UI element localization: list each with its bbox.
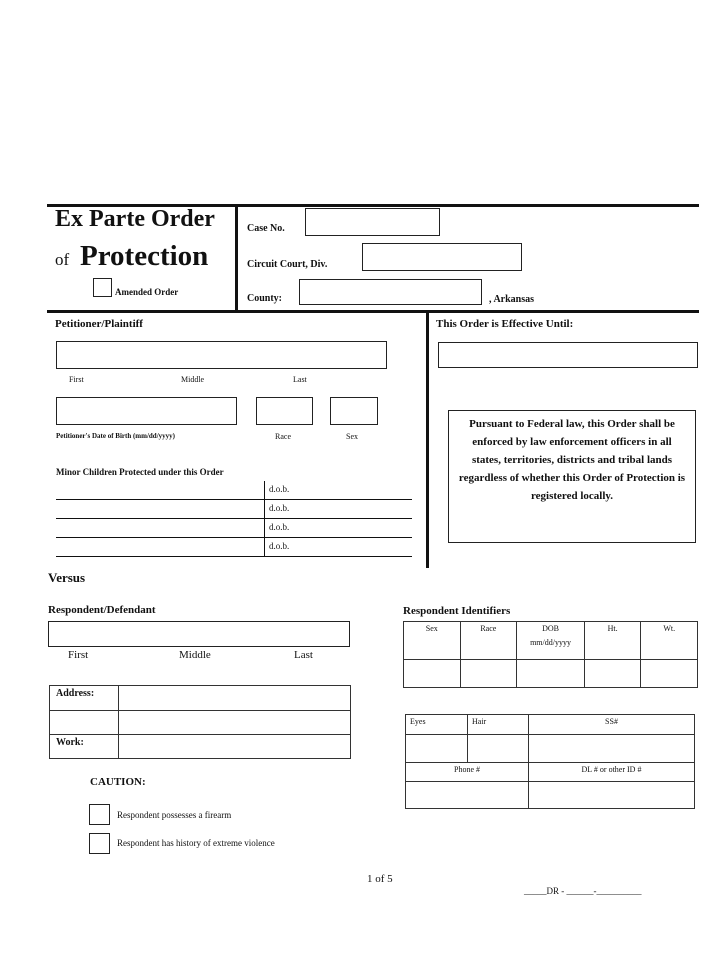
ss-header: SS# xyxy=(529,715,695,735)
circuit-court-field[interactable] xyxy=(362,243,522,271)
petitioner-middle-label: Middle xyxy=(181,375,205,384)
case-no-field[interactable] xyxy=(305,208,440,236)
effective-until-field[interactable] xyxy=(438,342,698,368)
petitioner-race-label: Race xyxy=(275,432,291,441)
case-no-label: Case No. xyxy=(247,223,285,234)
violence-checkbox[interactable] xyxy=(89,833,110,854)
amended-order-checkbox[interactable] xyxy=(93,278,112,297)
race-field[interactable] xyxy=(460,660,517,688)
minor-dob-label: d.o.b. xyxy=(269,522,290,532)
circuit-court-label: Circuit Court, Div. xyxy=(247,259,328,270)
column-divider xyxy=(426,313,429,568)
address-label: Address: xyxy=(50,686,119,711)
hair-field[interactable] xyxy=(468,735,529,763)
county-field[interactable] xyxy=(299,279,482,305)
eyes-header: Eyes xyxy=(406,715,468,735)
work-label: Work: xyxy=(50,735,119,759)
sex-field[interactable] xyxy=(404,660,461,688)
minor-dob-label: d.o.b. xyxy=(269,541,290,551)
petitioner-first-label: First xyxy=(69,375,84,384)
ss-field[interactable] xyxy=(529,735,695,763)
minor-row-line xyxy=(56,537,412,538)
dob-header-label: DOB xyxy=(542,624,559,633)
firearm-checkbox[interactable] xyxy=(89,804,110,825)
petitioner-dob-field[interactable] xyxy=(56,397,237,425)
respondent-middle-label: Middle xyxy=(179,649,211,661)
dl-header: DL # or other ID # xyxy=(529,763,695,782)
form-title-line2: Protection xyxy=(80,240,209,272)
ht-header: Ht. xyxy=(584,622,641,660)
ht-field[interactable] xyxy=(584,660,641,688)
address-field-2[interactable] xyxy=(119,711,351,735)
respondent-address-table xyxy=(49,685,351,759)
minor-row-line xyxy=(56,518,412,519)
minor-row-line xyxy=(56,499,412,500)
dob-format-label: mm/dd/yyyy xyxy=(530,638,571,647)
docket-number: _____DR - ______-__________ xyxy=(524,886,642,896)
header-bottom-rule xyxy=(47,310,699,313)
dl-field[interactable] xyxy=(529,782,695,809)
firearm-label: Respondent possesses a firearm xyxy=(117,810,232,820)
violence-label: Respondent has history of extreme violence xyxy=(117,838,275,848)
county-label: County: xyxy=(247,293,283,304)
respondent-name-field[interactable] xyxy=(48,621,350,647)
amended-order-label: Amended Order xyxy=(115,287,179,297)
petitioner-last-label: Last xyxy=(293,375,307,384)
petitioner-race-field[interactable] xyxy=(256,397,313,425)
petitioner-heading: Petitioner/Plaintiff xyxy=(55,318,143,330)
header-divider xyxy=(235,204,238,311)
minor-row-line xyxy=(56,556,412,557)
identifiers-table-2 xyxy=(405,714,695,809)
address-cell xyxy=(50,711,119,735)
minor-dob-label: d.o.b. xyxy=(269,484,290,494)
petitioner-sex-field[interactable] xyxy=(330,397,378,425)
versus-label: Versus xyxy=(48,570,86,585)
identifiers-heading: Respondent Identifiers xyxy=(403,605,511,617)
hair-header: Hair xyxy=(468,715,529,735)
phone-field[interactable] xyxy=(406,782,529,809)
dob-header xyxy=(517,622,585,660)
effective-heading: This Order is Effective Until: xyxy=(436,318,574,330)
respondent-heading: Respondent/Defendant xyxy=(48,604,156,616)
petitioner-dob-label: Petitioner's Date of Birth (mm/dd/yyyy) xyxy=(56,432,175,440)
form-title-line1: Ex Parte Order xyxy=(55,206,215,232)
page-number: 1 of 5 xyxy=(367,873,393,885)
respondent-first-label: First xyxy=(68,649,89,661)
petitioner-name-field[interactable] xyxy=(56,341,387,369)
address-field[interactable] xyxy=(119,686,351,711)
federal-law-notice: Pursuant to Federal law, this Order shall be enforced by law enforcement officers in all states, territories, districts and tribal lands regardless of whether this Order of Protection is registered locally. xyxy=(448,410,696,543)
identifiers-table-1 xyxy=(403,621,698,688)
eyes-field[interactable] xyxy=(406,735,468,763)
wt-field[interactable] xyxy=(641,660,698,688)
race-header: Race xyxy=(460,622,517,660)
phone-header: Phone # xyxy=(406,763,529,782)
minor-col-line xyxy=(264,481,265,556)
work-field[interactable] xyxy=(119,735,351,759)
arkansas-label: , Arkansas xyxy=(489,294,535,305)
dob-field[interactable] xyxy=(517,660,585,688)
caution-label: CAUTION: xyxy=(90,776,146,788)
respondent-last-label: Last xyxy=(294,649,313,661)
petitioner-sex-label: Sex xyxy=(346,432,358,441)
minor-dob-label: d.o.b. xyxy=(269,503,290,513)
form-title-of: of xyxy=(55,250,70,269)
sex-header: Sex xyxy=(404,622,461,660)
wt-header: Wt. xyxy=(641,622,698,660)
minor-children-heading: Minor Children Protected under this Order xyxy=(56,467,224,477)
